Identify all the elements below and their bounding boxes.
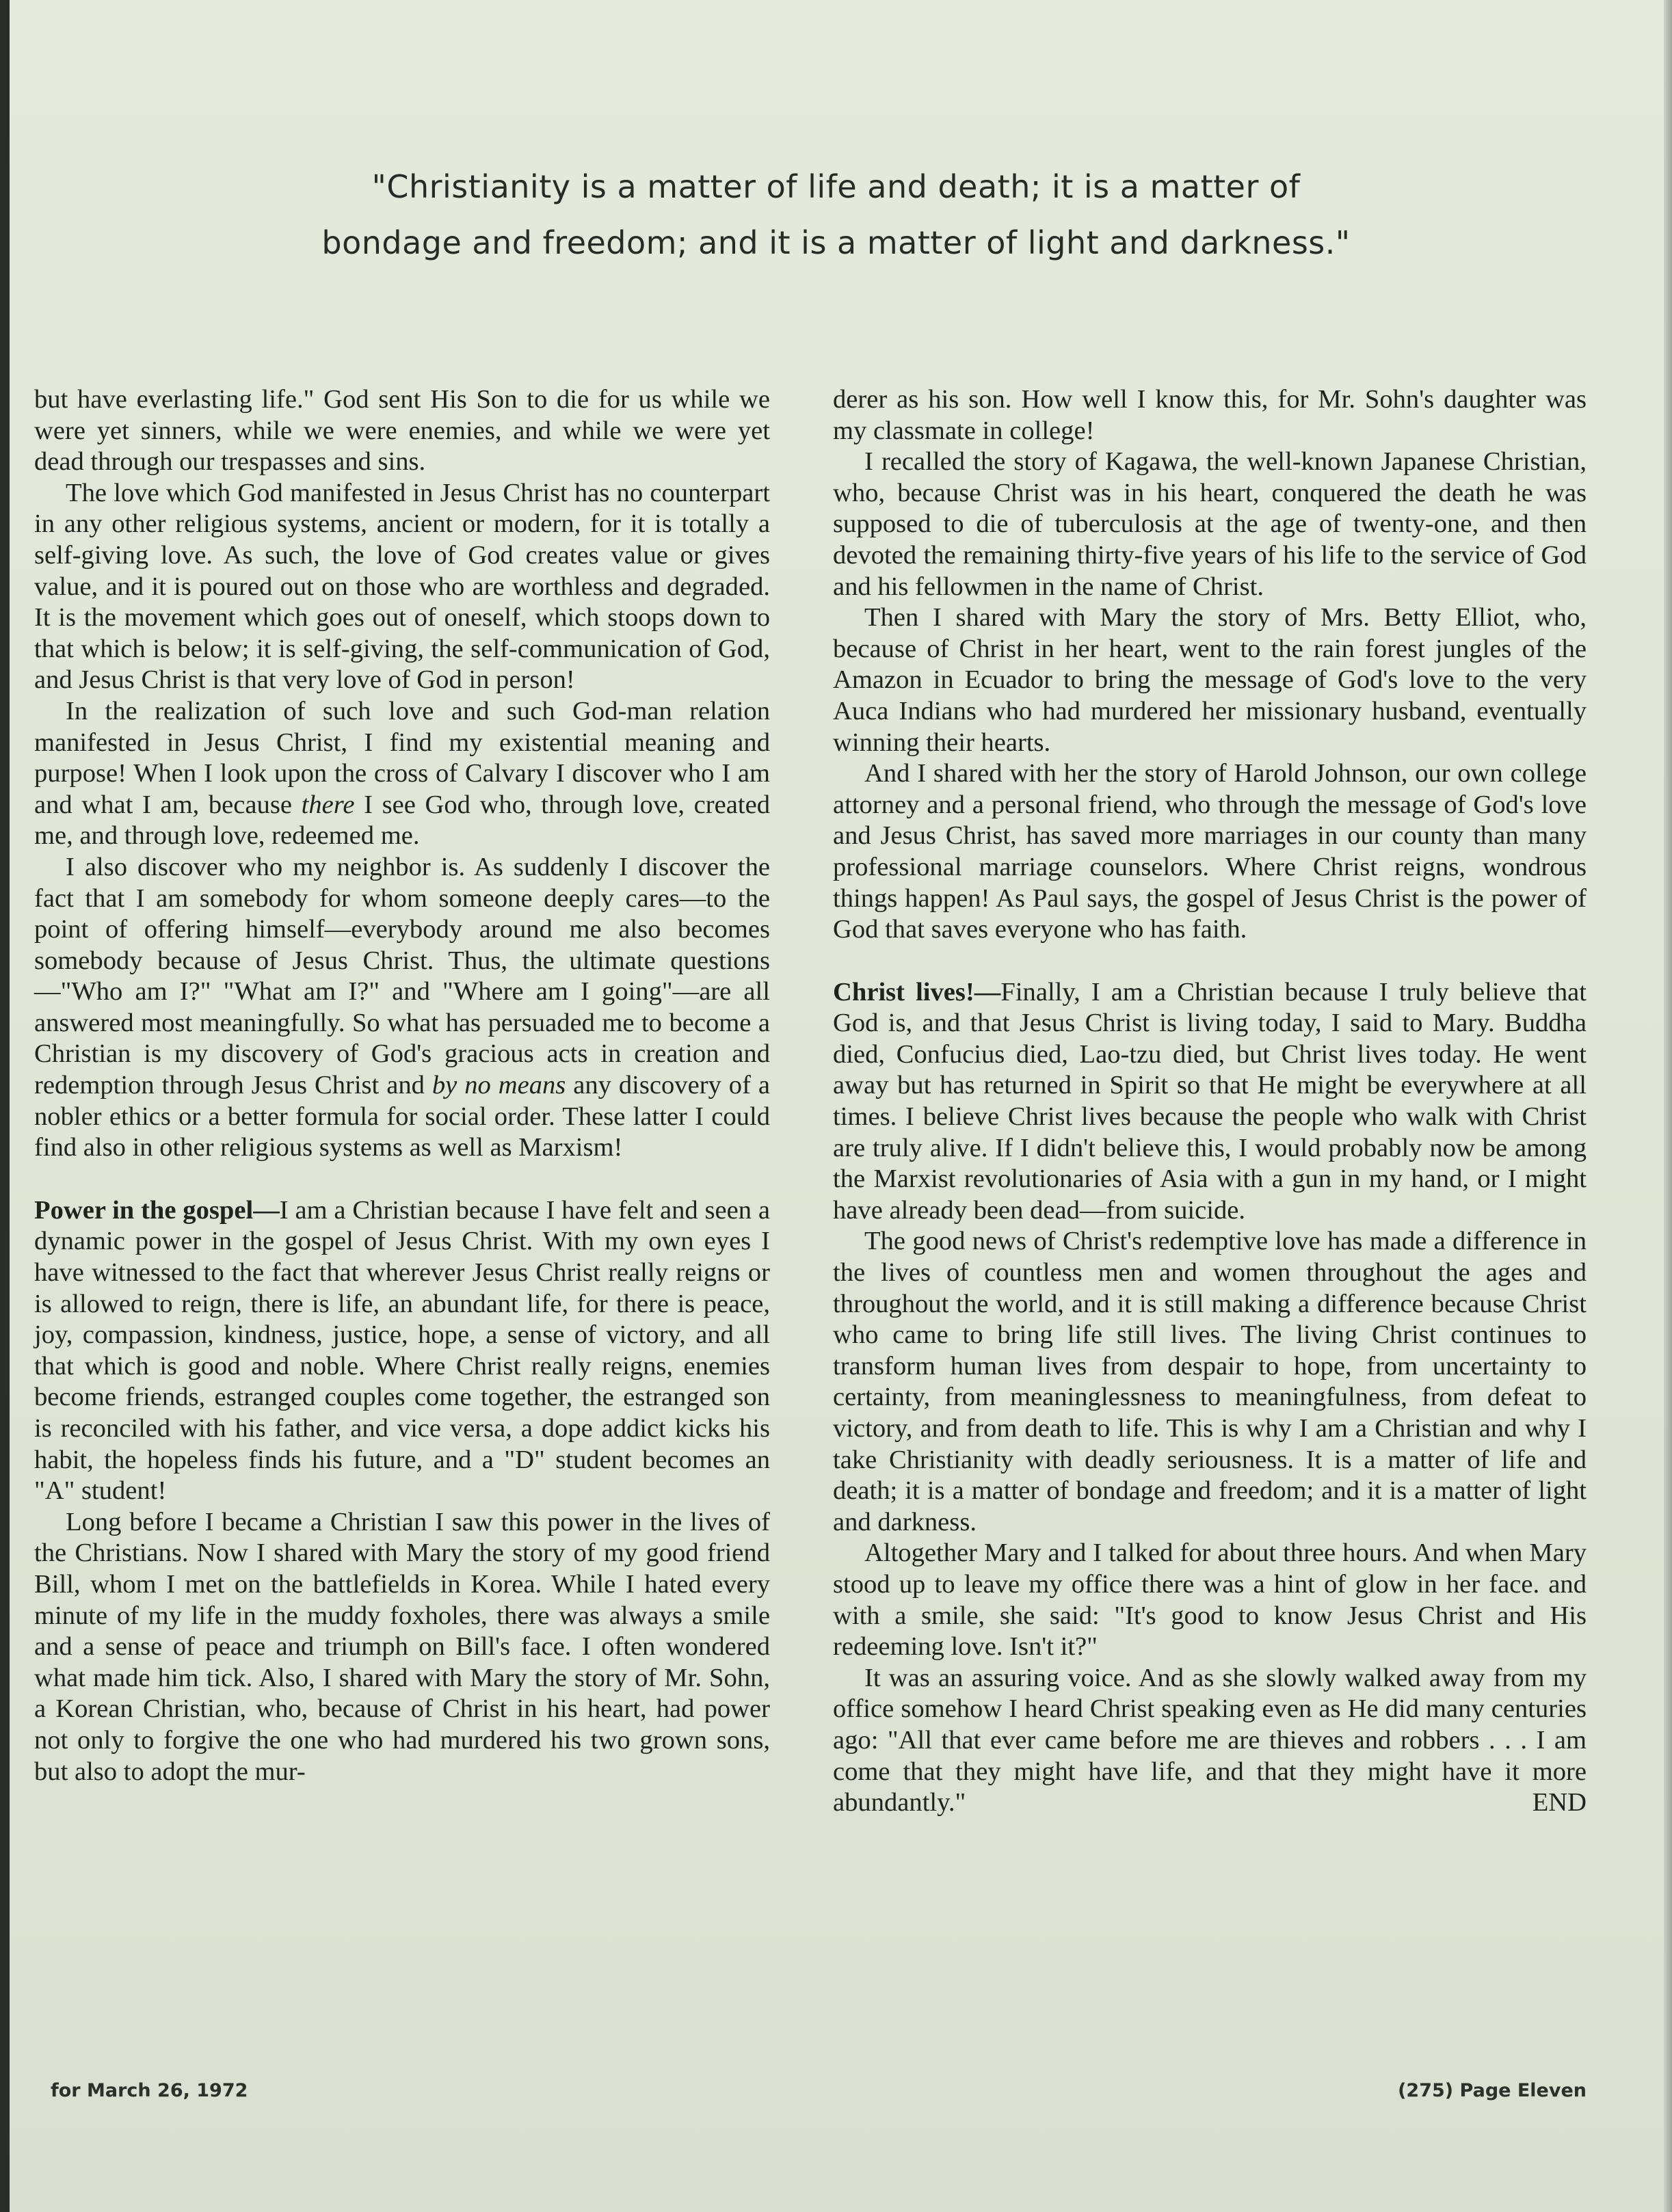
page-right-edge (1664, 0, 1672, 2212)
paragraph: The love which God manifested in Jesus Christ has no counterpart in any other religious systems, ancient or modern, for it is totally a self-giving love. As such, the love of God creates value or gives value, and it is poured out on those who are worthless and degraded. It is the movement which goes out of oneself, which stoops down to that which is below; it is self-giving, the self-communication of God, and Jesus Christ is that very love of God in person! (34, 478, 770, 695)
section-heading: Christ lives!— (833, 977, 1001, 1007)
paragraph-text: any discovery of a nobler ethics or a better formula for social order. These latter I could find also in other religious systems as well as Marxism! (34, 1071, 770, 1162)
paragraph: Then I shared with Mary the story of Mrs. Betty Elliot, who, because of Christ in her heart, went to the rain forest jungles of the Amazon in Ecuador to bring the message of God's love to the very Auca Indians who had murdered her missionary husband, eventually winning their hearts. (833, 603, 1587, 757)
paragraph: derer as his son. How well I know this, for Mr. Sohn's daughter was my classmate in college! (833, 385, 1587, 445)
paragraph: but have everlasting life." God sent His Son to die for us while we were yet sinners, while we were enemies, and while we were yet dead through our trespasses and sins. (34, 385, 770, 477)
paragraph: The good news of Christ's redemptive love has made a difference in the lives of countless men and women throughout the ages and throughout the world, and it is still making a difference because Christ who came to bring life still lives. The living Christ continues to transform human lives from despair to hope, from uncertainty to certainty, from meaninglessness to meaningfulness, from defeat to victory, and from death to life. This is why I am a Christian and why I take Christianity with deadly seriousness. It is a matter of life and death; it is a matter of bondage and freedom; and it is a matter of light and darkness. (833, 1227, 1587, 1536)
paragraph-text: I am a Christian because I have felt and seen a dynamic power in the gospel of Jesus Christ. With my own eyes I have witnessed to the fact that wherever Jesus Christ really reigns or is allowed to reign, there is life, an abundant life, for there is peace, joy, compassion, kindness, justice, hope, a sense of victory, and all that which is good and noble. Where Christ really reigns, enemies become friends, estranged couples come together, the estranged son is reconciled with his father, and vice versa, a dope addict kicks his habit, the hopeless finds his future, and a "D" student becomes an "A" student! (34, 1195, 770, 1506)
emphasis-text: there (301, 790, 355, 819)
pull-quote-line-2: bondage and freedom; and it is a matter of light and darkness." (321, 224, 1351, 261)
paragraph (34, 852, 770, 1164)
section-paragraph (833, 977, 1587, 1227)
left-column (34, 384, 770, 1787)
right-column (833, 384, 1587, 1819)
paragraph: It was an assuring voice. And as she slowly walked away from my office somehow I heard Christ speaking even as He did many centuries ago: "All that ever came before me are thieves and robbers . . . I am come that they might have life, and that they might have it more abundantly." (833, 1663, 1587, 1817)
paragraph (34, 696, 770, 852)
emphasis-text: by no means (432, 1071, 566, 1100)
footer-page-number: (275) Page Eleven (1398, 2080, 1587, 2101)
page-binding-edge (0, 0, 10, 2212)
paragraph: Altogether Mary and I talked for about three hours. And when Mary stood up to leave my office there was a hint of glow in her face. and with a smile, she said: "It's good to know Jesus Christ and His redeeming love. Isn't it?" (833, 1538, 1587, 1662)
paragraph-text: In the realization of such love and such God-man relation manifested in Jesus Christ, I find my existential meaning and purpose! When I look upon the cross of Calvary I discover who I am and what I am, because (34, 696, 770, 819)
paragraph-text: I also discover who my neighbor is. As suddenly I discover the fact that I am somebody for whom someone deeply cares—to the point of offering himself—everybody around me also becomes somebody because of Jesus Christ. Thus, the ultimate questions—"Who am I?" "What am I?" and "Where am I going"—are all answered most meaningfully. So what has persuaded me to become a Christian is my discovery of God's gracious acts in creation and redemption through Jesus Christ and (34, 852, 770, 1100)
paragraph-text: I see God who, through love, created me, and through love, redeemed me. (34, 790, 770, 851)
pull-quote-line-1: "Christianity is a matter of life and death; it is a matter of (371, 168, 1301, 205)
paragraph: I recalled the story of Kagawa, the well-known Japanese Christian, who, because Christ was in his heart, conquered the death he was supposed to die of tuberculosis at the age of twenty-one, and then devoted the remaining thirty-five years of his life to the service of God and his fellowmen in the name of Christ. (833, 447, 1587, 601)
section-paragraph (34, 1195, 770, 1507)
paragraph: And I shared with her the story of Harold Johnson, our own college attorney and a personal friend, who through the message of God's love and Jesus Christ, has saved more marriages in our county than many professional marriage counselors. Where Christ reigns, wondrous things happen! As Paul says, the gospel of Jesus Christ is the power of God that saves everyone who has faith. (833, 759, 1587, 944)
section-heading: Power in the gospel— (34, 1195, 280, 1225)
end-mark: END (1532, 1788, 1587, 1817)
paragraph-text: Finally, I am a Christian because I truly believe that God is, and that Jesus Christ is living today, I said to Mary. Buddha died, Confucius died, Lao-tzu died, but Christ lives today. He went away but has returned in Spirit so that He might be everywhere at all times. I believe Christ lives because the people who walk with Christ are truly alive. If I didn't believe this, I would probably now be among the Marxist revolutionaries of Asia with a gun in my hand, or I might have already been dead—from suicide. (833, 977, 1587, 1225)
paragraph: Long before I became a Christian I saw this power in the lives of the Christians. Now I shared with Mary the story of my good friend Bill, whom I met on the battlefields in Korea. While I hated every minute of my life in the muddy foxholes, there was always a smile and a sense of peace and triumph on Bill's face. I often wondered what made him tick. Also, I shared with Mary the story of Mr. Sohn, a Korean Christian, who, because of Christ in his heart, had power not only to forgive the one who had murdered his two grown sons, but also to adopt the mur- (34, 1507, 770, 1786)
footer-date: for March 26, 1972 (51, 2080, 248, 2101)
